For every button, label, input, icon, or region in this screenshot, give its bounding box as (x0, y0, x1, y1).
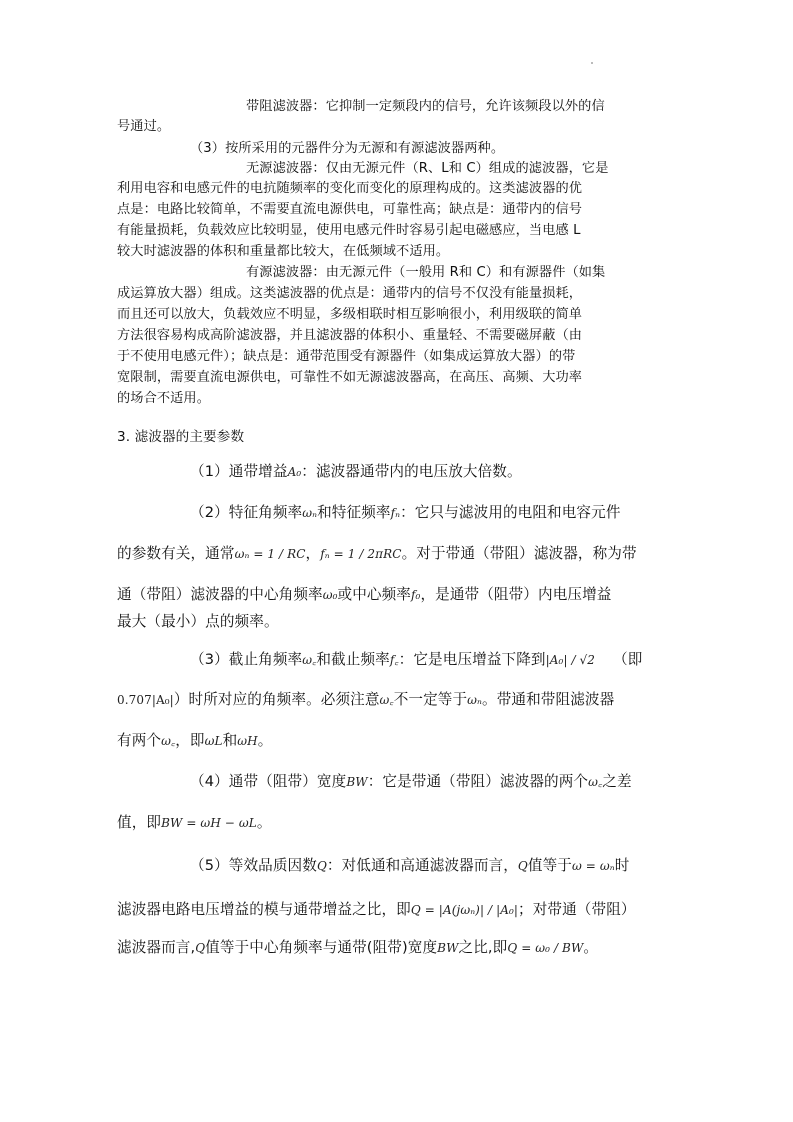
param-5-line-1: （5）等效品质因数Q：对低通和高通滤波器而言，Q值等于ω = ωₙ时 (190, 857, 630, 874)
param-4-line-1: （4）通带（阻带）宽度BW：它是带通（带阻）滤波器的两个ω꜀之差 (190, 773, 632, 790)
text-line: 无源滤波器：仅由无源元件（R、L和 C）组成的滤波器，它是 (246, 161, 609, 176)
param-5-line-2: 滤波器电路电压增益的模与通带增益之比，即Q = |A(jωₙ)| / |A₀|；对带通（带阻） (117, 901, 636, 918)
math-wc: ω꜀ (379, 693, 394, 707)
math-w-eq-wn: ω = ωₙ (571, 859, 615, 873)
math-Q-eq-1: Q = |A(jωₙ)| / |A₀| (410, 903, 519, 917)
param-4-line-2: 值，即BW = ωH − ωL。 (117, 814, 272, 831)
text-line: 成运算放大器）组成。这类滤波器的优点是：通带内的信号不仅没有能量损耗， (117, 286, 583, 301)
math-wc: ω꜀ (161, 734, 176, 748)
text-line: 而且还可以放大，负载效应不明显，多级相联时相互影响很小，利用级联的简单 (117, 307, 583, 322)
text-line: 于不使用电感元件）；缺点是：通带范围受有源器件（如集成运算放大器）的带 (117, 349, 576, 364)
text-line: 有能量损耗，负载效应比较明显，使用电感元件时容易引起电磁感应，当电感 L (117, 223, 581, 238)
text-line: 较大时滤波器的体积和重量都比较大，在低频域不适用。 (117, 244, 450, 259)
text-line: （3）按所采用的元器件分为无源和有源滤波器两种。 (190, 141, 505, 156)
param-3-line-2: 0.707|A₀|）时所对应的角频率。必须注意ω꜀不一定等于ωₙ。带通和带阻滤波器 (117, 691, 615, 708)
math-fc: f꜀ (389, 653, 399, 667)
math-A0-over-sqrt2: |A₀| / √2 (545, 653, 596, 667)
text-line: 宽限制，需要直流电源供电，可靠性不如无源滤波器高，在高压、高频、大功率 (117, 370, 583, 385)
math-wn: ωₙ (302, 506, 318, 520)
text-line: 的场合不适用。 (117, 391, 211, 406)
math-fn-eq: fₙ = 1 / 2πRC (320, 547, 402, 561)
math-A0: A₀ (287, 465, 302, 479)
math-BW: BW (437, 941, 459, 955)
math-Q: Q (195, 941, 206, 955)
param-2-line-3: 通（带阻）滤波器的中心角频率ω₀或中心频率f₀，是通带（阻带）内电压增益 (117, 586, 612, 603)
math-wH: ωH (237, 734, 258, 748)
param-2-line-1: （2）特征角频率ωₙ和特征频率fₙ：它只与滤波用的电阻和电容元件 (190, 504, 621, 521)
math-fn: fₙ (390, 506, 401, 520)
param-2-line-2: 的参数有关，通常ωₙ = 1 / RC，fₙ = 1 / 2πRC。对于带通（带阻）滤波器，称为带 (117, 545, 637, 562)
math-BW: BW (346, 775, 368, 789)
param-1-line: （1）通带增益A₀：滤波器通带内的电压放大倍数。 (190, 463, 522, 480)
param-3-line-3: 有两个ω꜀，即ωL和ωH。 (117, 732, 273, 749)
text-line: 方法很容易构成高阶滤波器，并且滤波器的体积小、重量轻、不需要磁屏蔽（由 (117, 328, 583, 343)
text-line: 点是：电路比较简单，不需要直流电源供电，可靠性高；缺点是：通带内的信号 (117, 202, 583, 217)
text-line: 利用电容和电感元件的电抗随频率的变化而变化的原理构成的。这类滤波器的优 (117, 181, 583, 196)
math-w0: ω₀ (322, 588, 338, 602)
math-Q: Q (517, 859, 528, 873)
math-wc: ω꜀ (302, 653, 317, 667)
param-5-line-3: 滤波器而言,Q值等于中心角频率与通带(阻带)宽度BW之比,即Q = ω₀ / BW。 (117, 939, 599, 956)
math-wL: ωL (204, 734, 223, 748)
page-mark (591, 62, 593, 64)
text-line: 有源滤波器：由无源元件（一般用 R和 C）和有源器件（如集 (246, 265, 606, 280)
math-Q-eq-2: Q = ω₀ / BW (507, 941, 584, 955)
math-f0: f₀ (411, 588, 421, 602)
text-line: 号通过。 (117, 119, 171, 134)
math-BW-eq: BW = ωH − ωL (161, 816, 257, 830)
section-heading: 3. 滤波器的主要参数 (117, 429, 245, 445)
param-3-line-1: （3）截止角频率ω꜀和截止频率f꜀：它是电压增益下降到|A₀| / √2 （即 (190, 651, 643, 668)
text-line: 带阻滤波器：它抑制一定频段内的信号，允许该频段以外的信 (246, 99, 605, 114)
math-wc: ω꜀ (588, 775, 603, 789)
param-2-line-4: 最大（最小）点的频率。 (117, 613, 279, 630)
math-wn-eq: ωₙ = 1 / RC (234, 547, 306, 561)
math-0707: 0.707|A₀| (117, 693, 174, 707)
math-wn: ωₙ (467, 693, 483, 707)
math-Q: Q (316, 859, 327, 873)
